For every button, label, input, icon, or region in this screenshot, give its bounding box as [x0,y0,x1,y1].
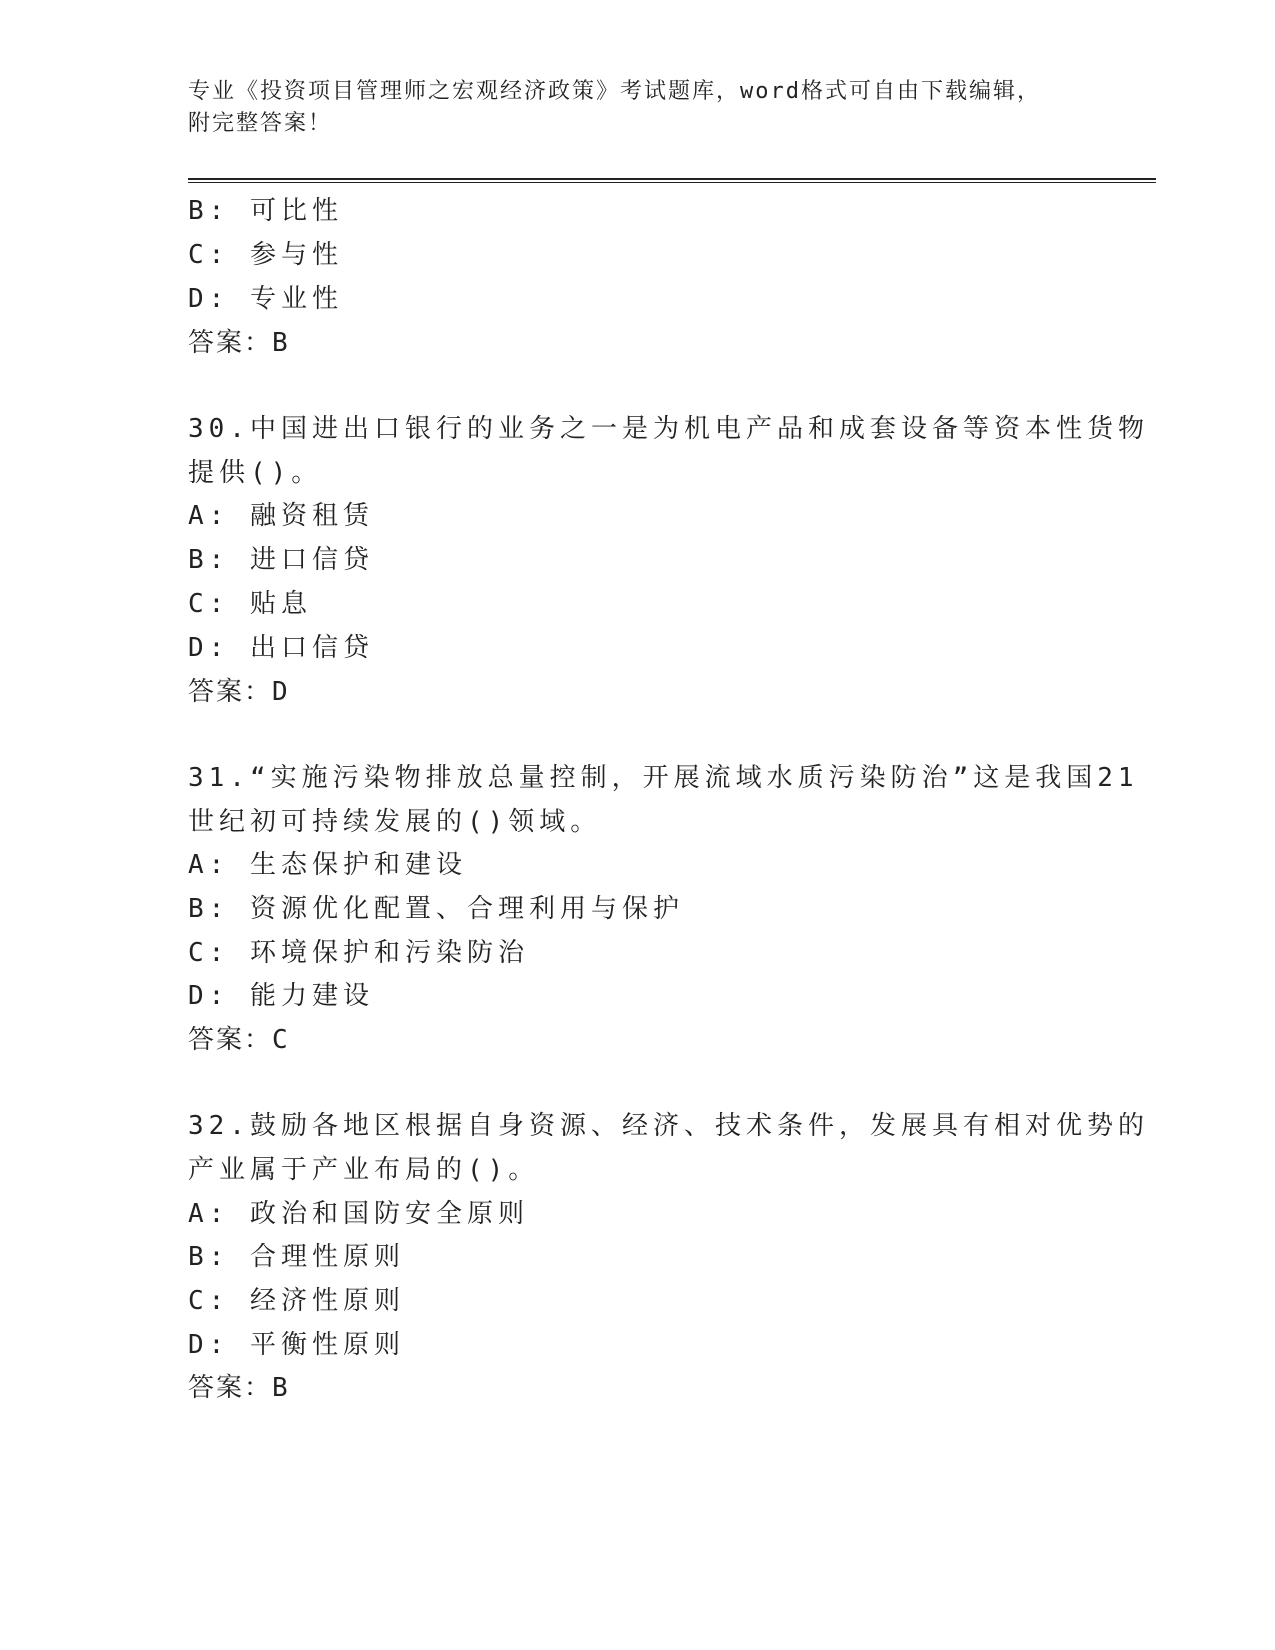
header-line-1: 专业《投资项目管理师之宏观经济政策》考试题库，word格式可自由下载编辑， [188,79,1041,104]
option-b: B: 合理性原则 [188,1242,405,1272]
answer-line: 答案：D [188,677,290,707]
option-d: D: 专业性 [188,284,343,314]
question-stem-line: 32.鼓励各地区根据自身资源、经济、技术条件，发展具有相对优势的 [188,1111,1149,1141]
header-divider [188,178,1156,183]
option-a: A: 融资租赁 [188,501,374,531]
header-line-2: 附完整答案！ [188,111,333,136]
answer-line: 答案：B [188,1373,290,1403]
document-header [188,76,1088,140]
option-d: D: 能力建设 [188,981,374,1011]
option-d: D: 平衡性原则 [188,1330,405,1360]
option-c: C: 环境保护和污染防治 [188,938,529,968]
option-c: C: 参与性 [188,240,343,270]
option-c: C: 经济性原则 [188,1286,405,1316]
option-b: B: 进口信贷 [188,545,374,575]
question-stem-line: 30.中国进出口银行的业务之一是为机电产品和成套设备等资本性货物 [188,414,1149,444]
option-b: B: 资源优化配置、合理利用与保护 [188,894,684,924]
question-stem-line: 世纪初可持续发展的()领域。 [188,807,602,837]
question-stem-line: 产业属于产业布局的()。 [188,1155,540,1185]
answer-line: 答案：C [188,1025,290,1055]
option-d: D: 出口信贷 [188,633,374,663]
option-b: B: 可比性 [188,196,343,226]
option-a: A: 生态保护和建设 [188,850,467,880]
answer-line: 答案：B [188,328,290,358]
question-stem-line: 提供()。 [188,458,323,488]
option-c: C: 贴息 [188,589,312,619]
question-stem-line: 31.“实施污染物排放总量控制，开展流域水质污染防治”这是我国21 [188,763,1139,793]
option-a: A: 政治和国防安全原则 [188,1199,529,1229]
